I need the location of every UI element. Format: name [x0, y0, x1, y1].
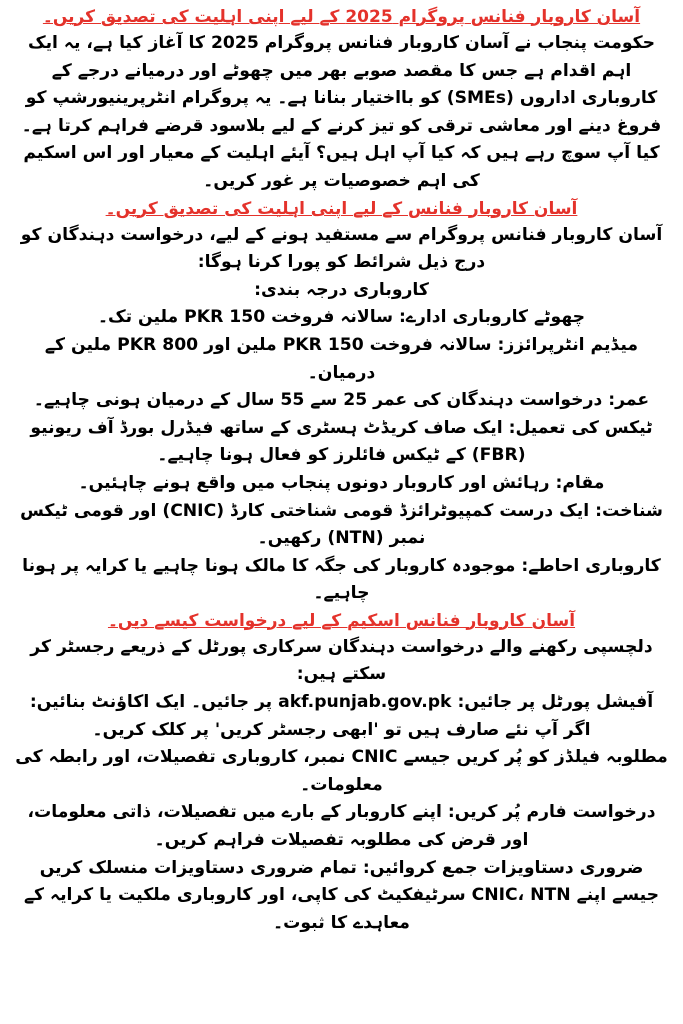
business-category-title: کاروباری درجہ بندی:: [254, 279, 429, 300]
identity-criterion: شناخت: ایک درست کمپیوٹرائزڈ قومی شناختی کارڈ (CNIC) اور قومی ٹیکس نمبر (NTN) رکھیں۔: [20, 500, 663, 549]
age-criterion: عمر: درخواست دہندگان کی عمر 25 سے 55 سال کے درمیان ہونی چاہیے۔: [33, 390, 650, 411]
location-criterion: مقام: رہائش اور کاروبار دونوں پنجاب میں واقع ہونے چاہئیں۔: [78, 472, 605, 493]
eligibility-criteria-heading: آسان کاروبار فنانس کے لیے اپنی اہلیت کی تصدیق کریں۔: [105, 198, 578, 219]
documents-step: ضروری دستاویزات جمع کروائیں: تمام ضروری دستاویزات منسلک کریں جیسے اپنے CNIC، NTN سرٹیفکیٹ کی کاپی، اور کاروباری ملکیت یا کرایہ کے معاہدے کا ثبوت۔: [23, 857, 660, 933]
medium-enterprise-criterion: میڈیم انٹرپرائزز: سالانہ فروخت PKR 150 ملین اور PKR 800 ملین کے درمیان۔: [44, 334, 639, 383]
tax-compliance-criterion: ٹیکس کی تعمیل: ایک صاف کریڈٹ ہسٹری کے ساتھ فیڈرل بورڈ آف ریونیو (FBR) کے ٹیکس فائلرز کو فعال ہونا چاہیے۔: [30, 417, 653, 466]
fields-step: مطلوبہ فیلڈز کو پُر کریں جیسے CNIC نمبر، کاروباری تفصیلات، اور رابطہ کی معلومات۔: [15, 747, 668, 795]
program-intro-paragraph: حکومت پنجاب نے آسان کاروبار فنانس پروگرام 2025 کا آغاز کیا ہے، یہ ایک اہم اقدام ہے جس کا مقصد صوبے بھر میں چھوٹے اور درمیانے درجے کے کاروباری اداروں (SMEs) کو بااختیار بنانا ہے۔ یہ پروگرام انٹرپرینیورشپ کو فروغ دینے اور معاشی ترقی کو تیز کرنے کے لیے بلاسود قرضے فراہم کرتا ہے۔ کیا آپ سوچ رہے ہیں کہ کیا آپ اہل ہیں؟ آیئے اہلیت کے معیار اور اس اسکیم کی اہم خصوصیات پر غور کریں۔: [21, 33, 662, 191]
how-to-apply-heading: آسان کاروبار فنانس اسکیم کے لیے درخواست کیسے دیں۔: [107, 610, 576, 631]
premises-criterion: کاروباری احاطے: موجودہ کاروبار کی جگہ کا مالک ہونا چاہیے یا کرایہ پر ہونا چاہیے۔: [22, 555, 661, 604]
portal-step: آفیشل پورٹل پر جائیں: akf.punjab.gov.pk پر جائیں۔ ایک اکاؤنٹ بنائیں: اگر آپ نئے صارف ہیں تو 'ابھی رجسٹر کریں' پر کلک کریں۔: [29, 692, 654, 740]
form-step: درخواست فارم پُر کریں: اپنے کاروبار کے بارے میں تفصیلات، ذاتی معلومات، اور قرض کی مطلوبہ تفصیلات فراہم کریں۔: [27, 802, 656, 851]
criteria-intro-paragraph: آسان کاروبار فنانس پروگرام سے مستفید ہونے کے لیے، درخواست دہندگان کو درج ذیل شرائط کو پورا کرنا ہوگا:: [20, 224, 663, 273]
small-business-criterion: چھوٹے کاروباری ادارے: سالانہ فروخت PKR 150 ملین تک۔: [97, 307, 586, 328]
apply-intro-paragraph: دلچسپی رکھنے والے درخواست دہندگان سرکاری پورٹل کے ذریعے رجسٹر کر سکتے ہیں:: [30, 636, 653, 685]
eligibility-heading: آسان کاروبار فنانس پروگرام 2025 کے لیے اپنی اہلیت کی تصدیق کریں۔: [42, 7, 641, 27]
